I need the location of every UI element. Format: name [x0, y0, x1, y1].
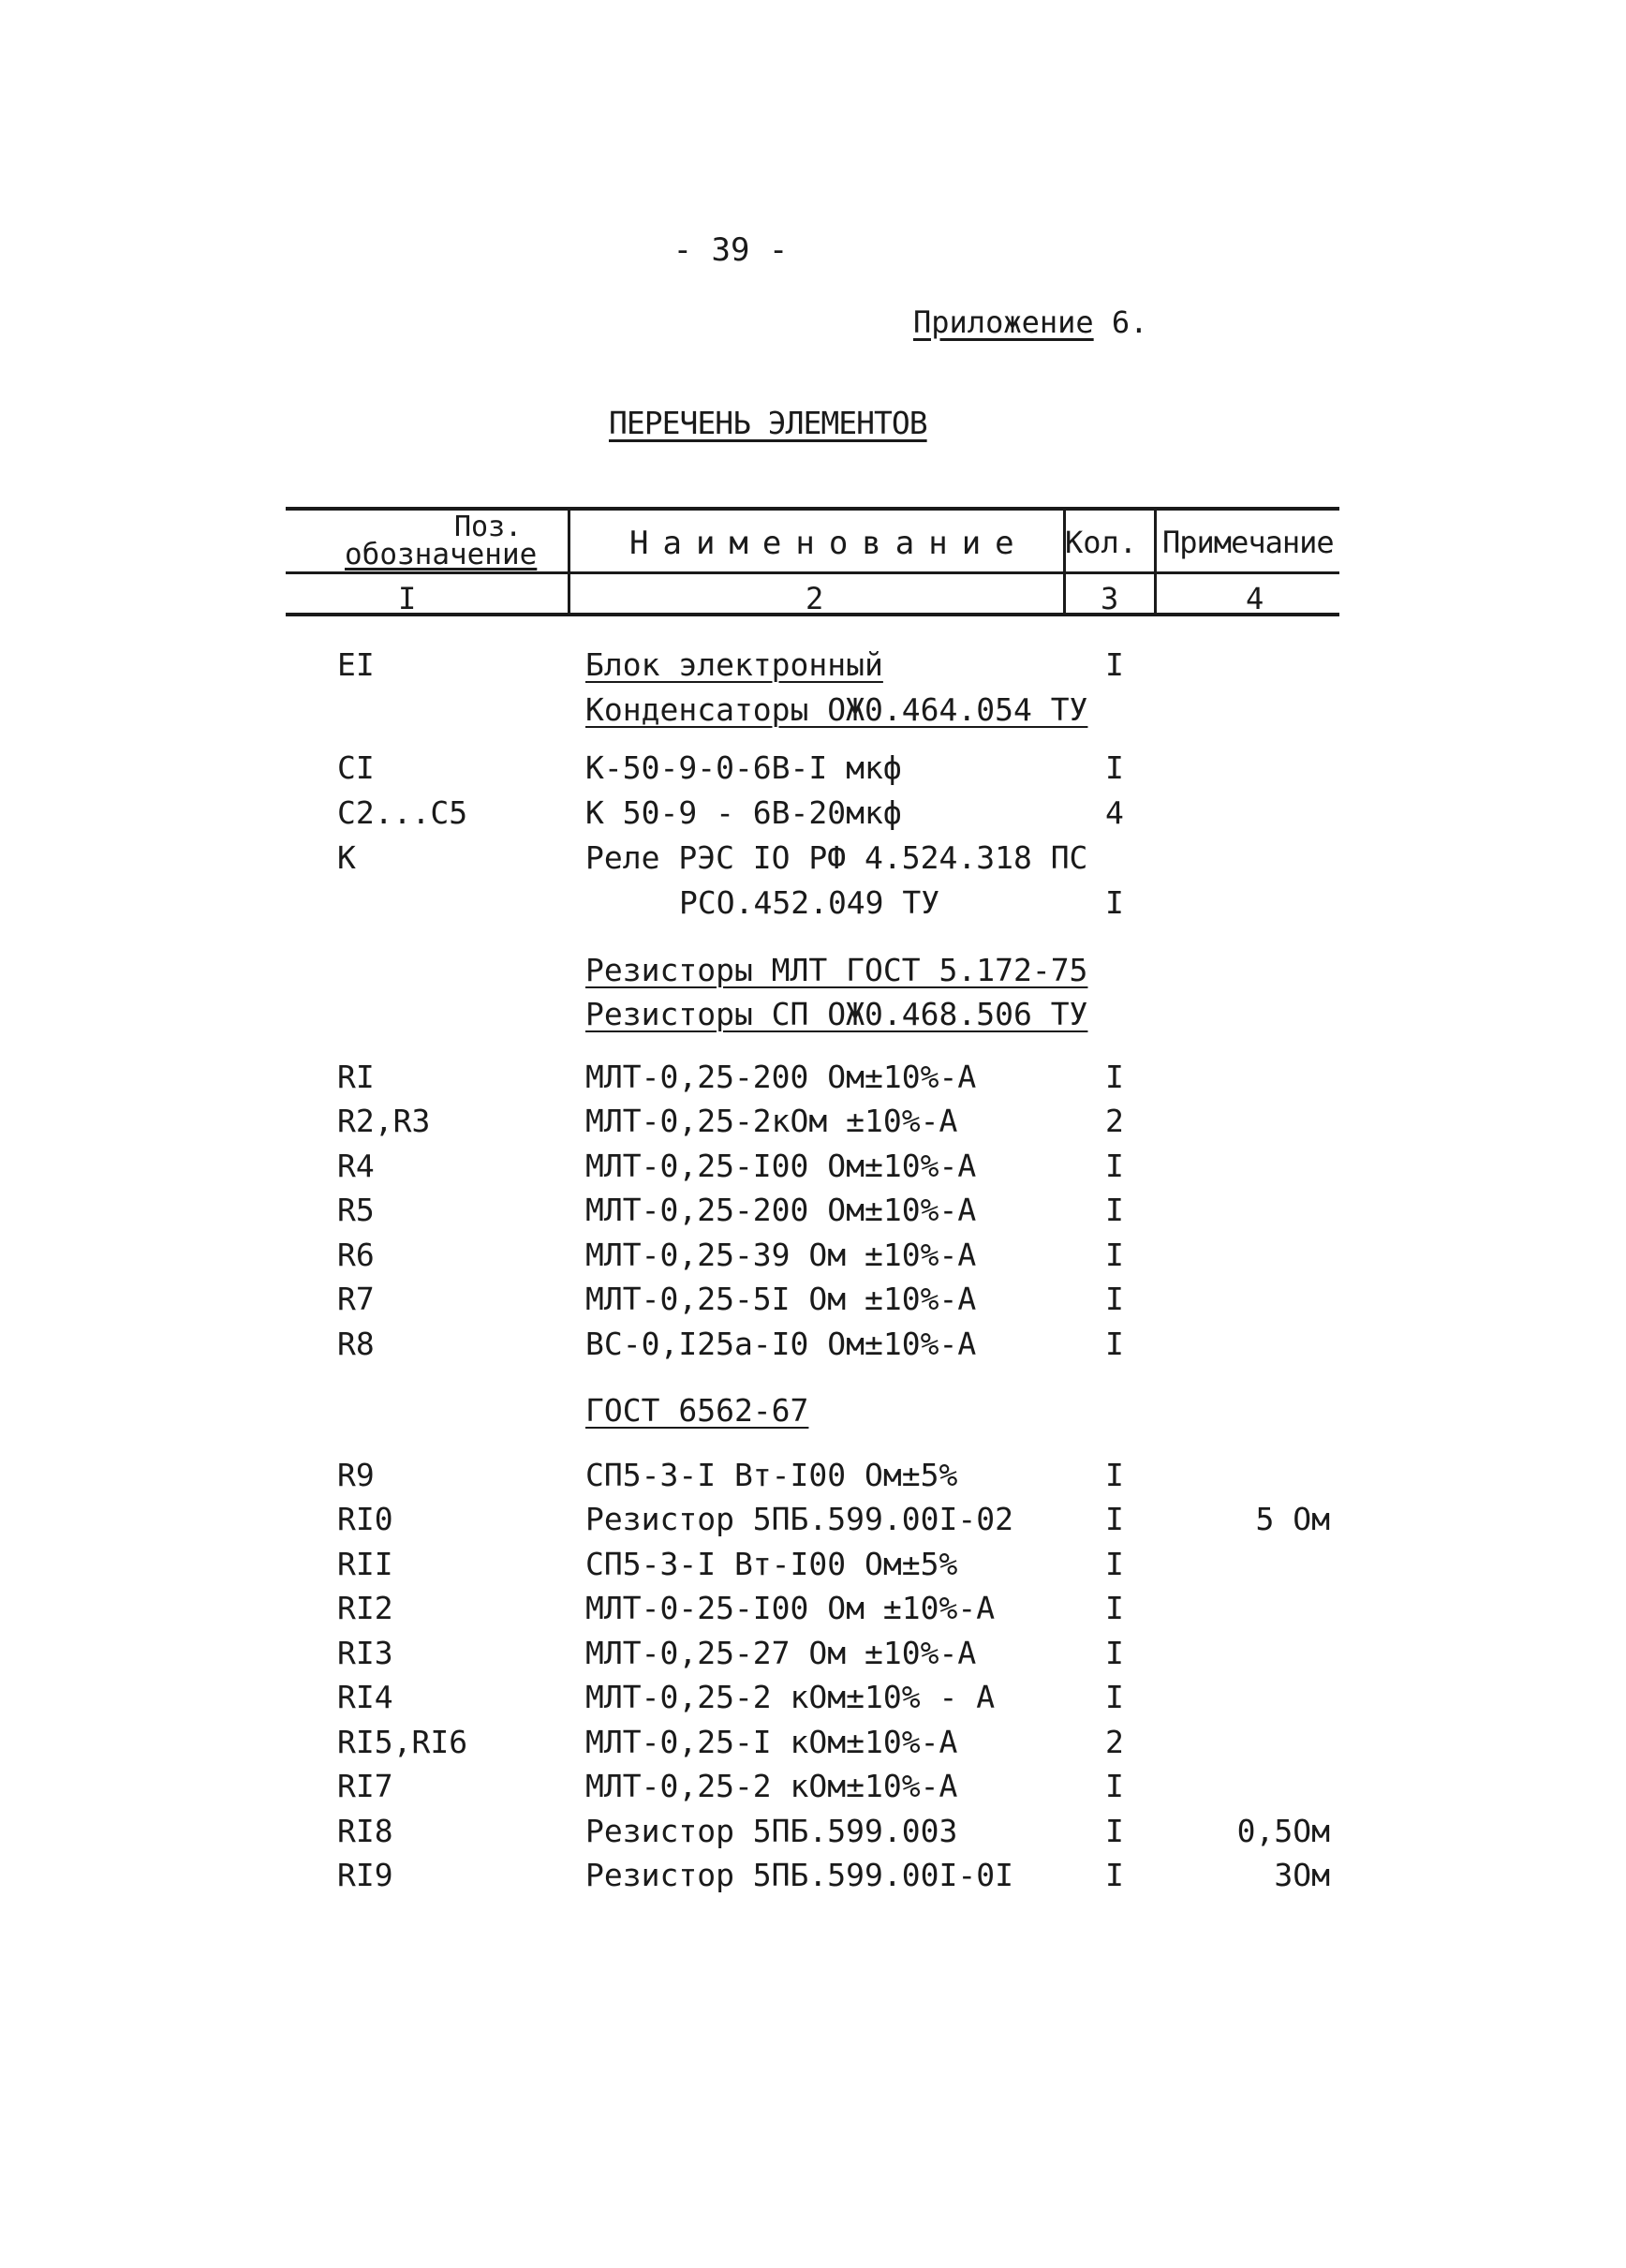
row-20-pos: RI3 — [337, 1635, 393, 1671]
row-5-qty: I — [1105, 884, 1124, 921]
row-17-note: 5 Ом — [1255, 1501, 1330, 1537]
row-17-qty: I — [1105, 1501, 1124, 1537]
document-title: ПЕРЕЧЕНЬ ЭЛЕМЕНТОВ — [609, 405, 927, 441]
row-1-name: Конденсаторы ОЖ0.464.054 ТУ — [585, 691, 1088, 728]
col-divider-3 — [1154, 511, 1157, 614]
col-divider-1 — [568, 511, 570, 614]
row-18-name: СП5-3-I Вт-I00 Ом±5% — [585, 1546, 958, 1582]
row-21-pos: RI4 — [337, 1679, 393, 1715]
row-24-qty: I — [1105, 1813, 1124, 1849]
col-number-3: 3 — [1101, 581, 1119, 616]
row-12-name: МЛТ-0,25-39 Ом ±10%-А — [585, 1237, 977, 1273]
row-14-name: ВС-0,I25а-I0 Ом±10%-А — [585, 1326, 977, 1362]
row-2-name: К-50-9-0-6В-I мкф — [585, 749, 902, 786]
row-4-name: Реле РЭС IO РФ 4.524.318 ПС — [585, 839, 1088, 876]
row-12-pos: R6 — [337, 1237, 375, 1273]
row-18-qty: I — [1105, 1546, 1124, 1582]
header-pos-line1: Поз. — [454, 511, 523, 543]
row-15-name: ГОСТ 6562-67 — [585, 1392, 809, 1429]
appendix-label — [913, 304, 1147, 340]
row-25-name: Резистор 5ПБ.599.00I-0I — [585, 1857, 1013, 1893]
row-25-pos: RI9 — [337, 1857, 393, 1893]
row-23-name: МЛТ-0,25-2 кОм±10%-А — [585, 1768, 958, 1804]
header-note: Примечание — [1162, 525, 1334, 560]
row-11-qty: I — [1105, 1192, 1124, 1228]
row-11-pos: R5 — [337, 1192, 375, 1228]
row-2-qty: I — [1105, 749, 1124, 786]
row-16-pos: R9 — [337, 1457, 375, 1493]
row-14-qty: I — [1105, 1326, 1124, 1362]
header-qty: Кол. — [1065, 525, 1138, 560]
header-pos-line2: обозначение — [345, 538, 538, 571]
appendix-number: 6. — [1111, 304, 1148, 340]
row-13-name: МЛТ-0,25-5I Ом ±10%-А — [585, 1281, 977, 1317]
row-16-name: СП5-3-I Вт-I00 Ом±5% — [585, 1457, 958, 1493]
row-10-qty: I — [1105, 1148, 1124, 1184]
row-14-pos: R8 — [337, 1326, 375, 1362]
table-header-rule — [286, 571, 1339, 574]
row-10-pos: R4 — [337, 1148, 375, 1184]
row-23-qty: I — [1105, 1768, 1124, 1804]
col-number-4: 4 — [1246, 581, 1264, 616]
row-16-qty: I — [1105, 1457, 1124, 1493]
row-23-pos: RI7 — [337, 1768, 393, 1804]
row-24-name: Резистор 5ПБ.599.003 — [585, 1813, 958, 1849]
row-3-name: К 50-9 - 6В-20мкф — [585, 794, 902, 831]
appendix-word: Приложение — [913, 304, 1094, 340]
row-11-name: МЛТ-0,25-200 Ом±10%-А — [585, 1192, 977, 1228]
row-22-qty: 2 — [1105, 1724, 1124, 1760]
table-top-rule — [286, 507, 1339, 511]
row-13-qty: I — [1105, 1281, 1124, 1317]
page-number: - 39 - — [673, 231, 789, 269]
header-name: Наименование — [629, 525, 1028, 562]
row-18-pos: RII — [337, 1546, 393, 1582]
row-3-qty: 4 — [1105, 794, 1124, 831]
row-8-name: МЛТ-0,25-200 Ом±10%-А — [585, 1059, 977, 1095]
row-8-qty: I — [1105, 1059, 1124, 1095]
row-25-note: 3Ом — [1274, 1857, 1330, 1893]
row-20-name: МЛТ-0,25-27 Ом ±10%-А — [585, 1635, 977, 1671]
col-number-1: I — [398, 581, 417, 616]
row-22-name: МЛТ-0,25-I кОм±10%-А — [585, 1724, 958, 1760]
row-3-pos: C2...C5 — [337, 794, 468, 831]
row-10-name: МЛТ-0,25-I00 Ом±10%-А — [585, 1148, 977, 1184]
row-9-pos: R2,R3 — [337, 1103, 431, 1139]
row-21-qty: I — [1105, 1679, 1124, 1715]
row-2-pos: CI — [337, 749, 375, 786]
row-9-qty: 2 — [1105, 1103, 1124, 1139]
row-8-pos: RI — [337, 1059, 375, 1095]
row-13-pos: R7 — [337, 1281, 375, 1317]
row-25-qty: I — [1105, 1857, 1124, 1893]
row-12-qty: I — [1105, 1237, 1124, 1273]
row-17-name: Резистор 5ПБ.599.00I-02 — [585, 1501, 1013, 1537]
row-4-pos: К — [337, 839, 356, 876]
row-0-name: Блок электронный — [585, 646, 883, 683]
row-9-name: МЛТ-0,25-2кОм ±10%-А — [585, 1103, 958, 1139]
row-0-qty: I — [1105, 646, 1124, 683]
row-20-qty: I — [1105, 1635, 1124, 1671]
row-0-pos: EI — [337, 646, 375, 683]
row-17-pos: RI0 — [337, 1501, 393, 1537]
row-22-pos: RI5,RI6 — [337, 1724, 468, 1760]
row-21-name: МЛТ-0,25-2 кОм±10% - А — [585, 1679, 996, 1715]
row-6-name: Резисторы МЛТ ГОСТ 5.172-75 — [585, 952, 1088, 988]
row-24-note: 0,5Ом — [1236, 1813, 1330, 1849]
row-7-name: Резисторы СП ОЖ0.468.506 ТУ — [585, 996, 1088, 1032]
col-number-2: 2 — [806, 581, 824, 616]
row-24-pos: RI8 — [337, 1813, 393, 1849]
row-19-pos: RI2 — [337, 1590, 393, 1626]
row-19-qty: I — [1105, 1590, 1124, 1626]
row-19-name: МЛТ-0-25-I00 Ом ±10%-А — [585, 1590, 996, 1626]
row-5-name: РСО.452.049 ТУ — [679, 884, 940, 921]
